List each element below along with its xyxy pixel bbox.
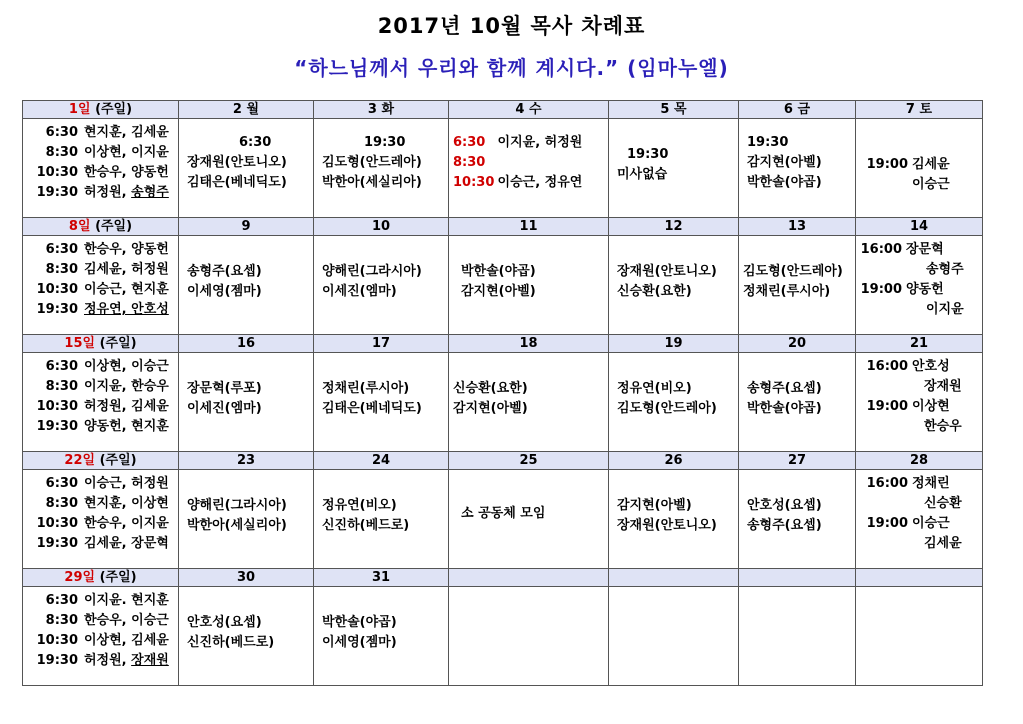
priest-name: 이지윤 bbox=[926, 302, 964, 317]
mass-time: 19:30 bbox=[36, 302, 78, 317]
community-meeting-note: 소 공동체 모임 bbox=[461, 506, 546, 521]
priest-name: 박한아(세실리아) bbox=[187, 518, 287, 533]
week-header-row bbox=[23, 335, 983, 353]
day-cell-empty bbox=[856, 587, 983, 686]
day-cell bbox=[179, 353, 314, 452]
mass-time: 19:30 bbox=[36, 185, 78, 200]
day-cell-empty bbox=[609, 587, 739, 686]
priest-names: 현지훈, 김세윤 bbox=[84, 125, 169, 140]
day-cell bbox=[609, 353, 739, 452]
priest-name: 신진하(베드로) bbox=[187, 635, 275, 650]
day-header: 5 목 bbox=[609, 101, 739, 119]
sunday-cell bbox=[23, 236, 179, 335]
mass-time: 19:30 bbox=[36, 536, 78, 551]
priest-name: 박한솔(야곱) bbox=[747, 175, 822, 190]
mass-time: 6:30 bbox=[453, 135, 486, 150]
no-mass-note: 미사없습 bbox=[617, 167, 668, 182]
day-header: 16 bbox=[179, 335, 314, 353]
day-cell bbox=[314, 119, 449, 218]
mass-time: 10:30 bbox=[453, 175, 495, 190]
priest-names: 한승우, 양동헌 bbox=[84, 242, 169, 257]
priest-names: 이승근, 정유연 bbox=[497, 175, 583, 190]
mass-time: 10:30 bbox=[36, 516, 78, 531]
mass-time: 10:30 bbox=[36, 399, 78, 414]
priest-names: 이상현, 이지윤 bbox=[84, 145, 169, 160]
priest-name: 김도형(안드레아) bbox=[322, 155, 422, 170]
mass-time: 10:30 bbox=[36, 282, 78, 297]
priest-name: 신진하(베드로) bbox=[322, 518, 410, 533]
priest-name: 이세진(엠마) bbox=[322, 284, 397, 299]
sunday-header bbox=[23, 218, 179, 236]
priest-name: 이승근 bbox=[912, 177, 950, 192]
mass-time: 6:30 bbox=[45, 593, 78, 608]
day-cell bbox=[179, 119, 314, 218]
sunday-label: (주일) bbox=[95, 102, 133, 117]
mass-time: 19:00 bbox=[866, 516, 908, 531]
sunday-label: (주일) bbox=[95, 219, 133, 234]
week-header-row bbox=[23, 218, 983, 236]
week-header-row bbox=[23, 452, 983, 470]
priest-name: 송형주(요셉) bbox=[187, 264, 262, 279]
priest-name: 한승우 bbox=[924, 419, 962, 434]
sunday-date: 8일 bbox=[68, 219, 91, 234]
week-header-row bbox=[23, 569, 983, 587]
mass-time: 8:30 bbox=[45, 262, 78, 277]
priest-names: 장재원 bbox=[131, 653, 169, 668]
day-cell bbox=[449, 236, 609, 335]
day-header: 24 bbox=[314, 452, 449, 470]
day-header-empty bbox=[739, 569, 856, 587]
day-header: 30 bbox=[179, 569, 314, 587]
mass-time: 6:30 bbox=[45, 125, 78, 140]
day-cell bbox=[739, 236, 856, 335]
saturday-cell bbox=[856, 353, 983, 452]
day-cell-empty bbox=[739, 587, 856, 686]
priest-name: 김도형(안드레아) bbox=[617, 401, 717, 416]
priest-name: 안호성 bbox=[912, 359, 950, 374]
priest-name: 이세영(젬마) bbox=[322, 635, 397, 650]
priest-names: 이승근, 현지훈 bbox=[84, 282, 169, 297]
priest-name: 김태은(베네딕도) bbox=[187, 175, 287, 190]
week-header-row bbox=[23, 101, 983, 119]
sunday-date: 22일 bbox=[64, 453, 96, 468]
day-header: 25 bbox=[449, 452, 609, 470]
priest-name: 송형주(요셉) bbox=[747, 381, 822, 396]
priest-name: 이세영(젬마) bbox=[187, 284, 262, 299]
saturday-cell bbox=[856, 236, 983, 335]
day-cell bbox=[739, 470, 856, 569]
priest-name: 안호성(요셉) bbox=[747, 498, 822, 513]
priest-name: 김세윤 bbox=[912, 157, 950, 172]
mass-time: 6:30 bbox=[45, 242, 78, 257]
week-content-row bbox=[23, 119, 983, 218]
day-header: 20 bbox=[739, 335, 856, 353]
day-header: 19 bbox=[609, 335, 739, 353]
priest-name: 정유연(비오) bbox=[617, 381, 692, 396]
priest-name: 양해린(그라시아) bbox=[187, 498, 287, 513]
priest-names: 송형주 bbox=[131, 185, 169, 200]
mass-time: 8:30 bbox=[453, 155, 486, 170]
schedule-table bbox=[22, 100, 983, 686]
week-content-row bbox=[23, 470, 983, 569]
mass-time: 8:30 bbox=[45, 379, 78, 394]
priest-name: 장문혁(루포) bbox=[187, 381, 262, 396]
day-cell bbox=[739, 353, 856, 452]
mass-time: 16:00 bbox=[866, 476, 908, 491]
priest-names: 양동헌, 현지훈 bbox=[84, 419, 169, 434]
sunday-header bbox=[23, 335, 179, 353]
sunday-header bbox=[23, 101, 179, 119]
mass-time: 8:30 bbox=[45, 613, 78, 628]
priest-name: 박한솔(야곱) bbox=[747, 401, 822, 416]
day-cell bbox=[314, 470, 449, 569]
sunday-label: (주일) bbox=[99, 336, 137, 351]
priest-names: 현지훈, 이상현 bbox=[84, 496, 169, 511]
saturday-cell bbox=[856, 119, 983, 218]
day-cell bbox=[449, 119, 609, 218]
priest-name: 박한솔(야곱) bbox=[461, 264, 536, 279]
priest-names: 한승우, 이지윤 bbox=[84, 516, 169, 531]
day-cell bbox=[314, 587, 449, 686]
sunday-date: 15일 bbox=[64, 336, 96, 351]
priest-names: 정유연, 안호성 bbox=[84, 302, 169, 317]
day-cell bbox=[609, 470, 739, 569]
day-header-empty bbox=[856, 569, 983, 587]
day-header: 9 bbox=[179, 218, 314, 236]
sunday-header bbox=[23, 452, 179, 470]
sunday-label: (주일) bbox=[99, 453, 137, 468]
priest-name: 감지현(아벨) bbox=[747, 155, 822, 170]
priest-names: 이상현, 김세윤 bbox=[84, 633, 169, 648]
priest-name: 이승근 bbox=[912, 516, 950, 531]
day-header: 28 bbox=[856, 452, 983, 470]
day-cell-empty bbox=[449, 587, 609, 686]
day-cell bbox=[179, 587, 314, 686]
priest-names: 한승우, 양동헌 bbox=[84, 165, 169, 180]
mass-time: 6:30 bbox=[45, 476, 78, 491]
priest-name: 박한아(세실리아) bbox=[322, 175, 422, 190]
day-header: 10 bbox=[314, 218, 449, 236]
sunday-cell bbox=[23, 587, 179, 686]
priest-name: 정유연(비오) bbox=[322, 498, 397, 513]
day-cell bbox=[179, 470, 314, 569]
priest-name: 정채린 bbox=[912, 476, 950, 491]
mass-time: 19:00 bbox=[860, 282, 902, 297]
day-header: 2 월 bbox=[179, 101, 314, 119]
priest-name: 김도형(안드레아) bbox=[743, 264, 843, 279]
mass-time: 19:30 bbox=[627, 147, 669, 162]
priest-name: 박한솔(야곱) bbox=[322, 615, 397, 630]
sunday-cell bbox=[23, 353, 179, 452]
priest-name: 감지현(아벨) bbox=[461, 284, 536, 299]
priest-name: 송형주(요셉) bbox=[747, 518, 822, 533]
sunday-date: 29일 bbox=[64, 570, 96, 585]
day-header: 14 bbox=[856, 218, 983, 236]
priest-names: 허정원, bbox=[84, 185, 132, 200]
priest-name: 장재원(안토니오) bbox=[617, 264, 717, 279]
day-header: 4 수 bbox=[449, 101, 609, 119]
week-content-row bbox=[23, 587, 983, 686]
mass-time: 19:00 bbox=[866, 399, 908, 414]
day-header: 26 bbox=[609, 452, 739, 470]
priest-names: 이지윤. 현지훈 bbox=[84, 593, 169, 608]
priest-name: 장문혁 bbox=[906, 242, 944, 257]
priest-name: 정채린(루시아) bbox=[743, 284, 831, 299]
priest-name: 양동헌 bbox=[906, 282, 944, 297]
day-header: 17 bbox=[314, 335, 449, 353]
mass-time: 19:30 bbox=[36, 419, 78, 434]
sunday-cell bbox=[23, 470, 179, 569]
sunday-cell bbox=[23, 119, 179, 218]
day-header: 31 bbox=[314, 569, 449, 587]
day-cell bbox=[449, 470, 609, 569]
priest-names: 김세윤, 허정원 bbox=[84, 262, 169, 277]
priest-names: 이지윤, 허정원 bbox=[497, 135, 583, 150]
priest-names: 이상현, 이승근 bbox=[84, 359, 169, 374]
page-subtitle: “하느님께서 우리와 함께 계시다.” (임마누엘) bbox=[294, 56, 729, 80]
priest-name: 감지현(아벨) bbox=[453, 401, 528, 416]
priest-names: 허정원, 김세윤 bbox=[84, 399, 169, 414]
mass-time: 10:30 bbox=[36, 165, 78, 180]
day-cell bbox=[609, 119, 739, 218]
mass-time: 19:30 bbox=[36, 653, 78, 668]
day-header: 21 bbox=[856, 335, 983, 353]
priest-name: 정채린(루시아) bbox=[322, 381, 410, 396]
priest-name: 감지현(아벨) bbox=[617, 498, 692, 513]
priest-name: 김세윤 bbox=[924, 536, 962, 551]
priest-name: 김태은(베네딕도) bbox=[322, 401, 422, 416]
priest-name: 양해린(그라시아) bbox=[322, 264, 422, 279]
priest-names: 김세윤, 장문혁 bbox=[84, 536, 169, 551]
day-header: 23 bbox=[179, 452, 314, 470]
day-cell bbox=[314, 353, 449, 452]
sunday-header bbox=[23, 569, 179, 587]
priest-name: 송형주 bbox=[926, 262, 964, 277]
priest-name: 장재원(안토니오) bbox=[187, 155, 287, 170]
mass-time: 16:00 bbox=[866, 359, 908, 374]
day-header-empty bbox=[449, 569, 609, 587]
priest-names: 허정원, bbox=[84, 653, 132, 668]
day-cell bbox=[609, 236, 739, 335]
day-header: 6 금 bbox=[739, 101, 856, 119]
week-content-row bbox=[23, 236, 983, 335]
mass-time: 19:30 bbox=[747, 135, 789, 150]
day-header: 12 bbox=[609, 218, 739, 236]
day-header: 7 토 bbox=[856, 101, 983, 119]
saturday-cell bbox=[856, 470, 983, 569]
priest-names: 한승우, 이승근 bbox=[84, 613, 169, 628]
mass-time: 16:00 bbox=[860, 242, 902, 257]
day-header: 3 화 bbox=[314, 101, 449, 119]
day-header: 27 bbox=[739, 452, 856, 470]
day-header: 13 bbox=[739, 218, 856, 236]
sunday-date: 1일 bbox=[68, 102, 91, 117]
mass-time: 8:30 bbox=[45, 145, 78, 160]
day-header: 18 bbox=[449, 335, 609, 353]
mass-time: 6:30 bbox=[239, 135, 272, 150]
mass-time: 6:30 bbox=[45, 359, 78, 374]
page-title: 2017년 10월 목사 차례표 bbox=[377, 14, 646, 38]
mass-time: 10:30 bbox=[36, 633, 78, 648]
day-cell bbox=[449, 353, 609, 452]
priest-name: 신승환(요한) bbox=[453, 381, 528, 396]
week-content-row bbox=[23, 353, 983, 452]
day-header: 11 bbox=[449, 218, 609, 236]
priest-name: 이상현 bbox=[912, 399, 950, 414]
day-header-empty bbox=[609, 569, 739, 587]
mass-time: 19:30 bbox=[364, 135, 406, 150]
day-cell bbox=[314, 236, 449, 335]
priest-name: 장재원 bbox=[924, 379, 962, 394]
priest-names: 이승근, 허정원 bbox=[84, 476, 169, 491]
day-cell bbox=[179, 236, 314, 335]
priest-name: 장재원(안토니오) bbox=[617, 518, 717, 533]
priest-name: 신승환(요한) bbox=[617, 284, 692, 299]
mass-time: 8:30 bbox=[45, 496, 78, 511]
priest-name: 안호성(요셉) bbox=[187, 615, 262, 630]
day-cell bbox=[739, 119, 856, 218]
priest-name: 이세진(엠마) bbox=[187, 401, 262, 416]
priest-name: 신승환 bbox=[924, 496, 962, 511]
mass-time: 19:00 bbox=[866, 157, 908, 172]
sunday-label: (주일) bbox=[99, 570, 137, 585]
priest-names: 이지윤, 한승우 bbox=[84, 379, 169, 394]
